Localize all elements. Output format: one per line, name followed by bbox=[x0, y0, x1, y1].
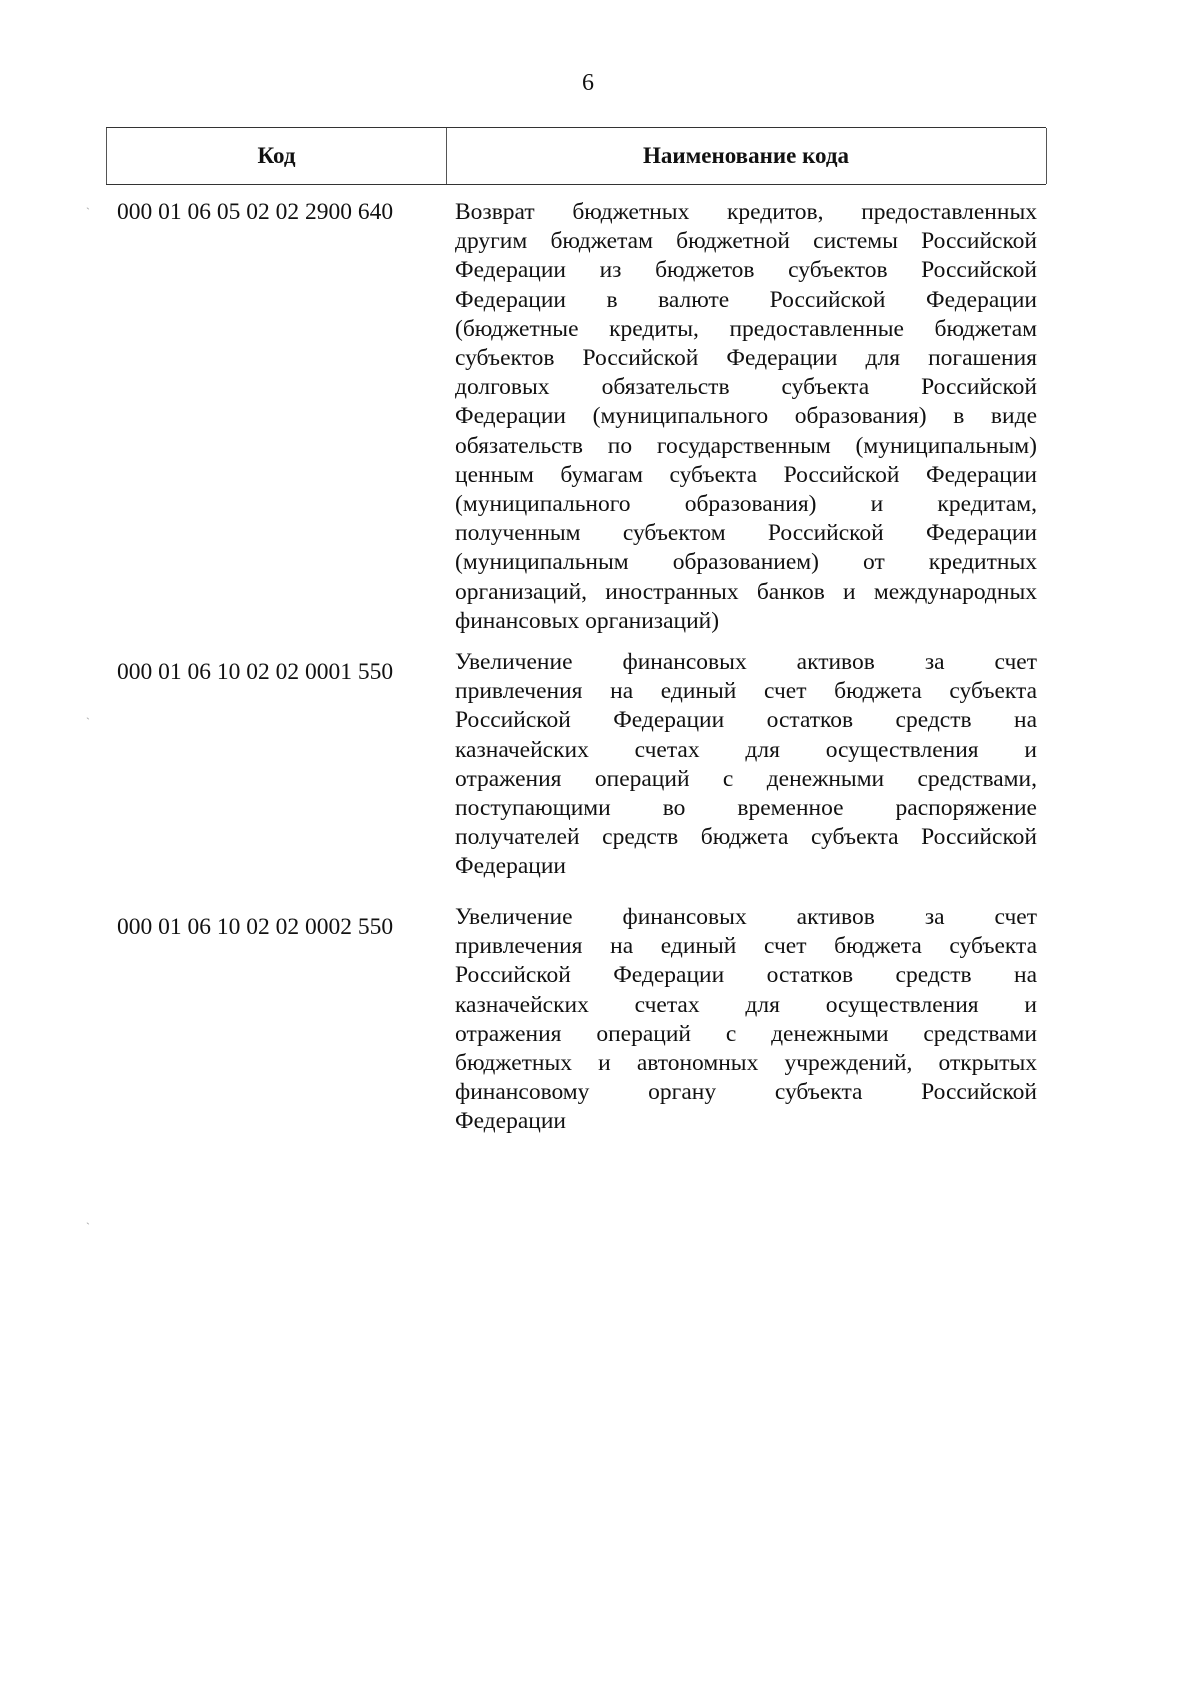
description-line: финансовых организаций) bbox=[455, 607, 720, 634]
description-line: казначейских счетах для осуществления и bbox=[455, 736, 1037, 763]
description-line: Увеличение финансовых активов за счет bbox=[455, 904, 1037, 930]
description-line: привлечения на единый счет бюджета субъекта bbox=[455, 933, 1037, 960]
header-code: Код bbox=[106, 128, 447, 184]
description-line: полученным субъектом Российской Федерации bbox=[455, 520, 1037, 547]
scan-mark: ˋ bbox=[86, 205, 90, 219]
description-line: казначейских счетах для осуществления и bbox=[455, 991, 1037, 1018]
header-name: Наименование кода bbox=[446, 128, 1047, 184]
description-line: организаций, иностранных банков и международных bbox=[455, 578, 1037, 605]
description-line: Федерации в валюте Российской Федерации bbox=[455, 286, 1037, 313]
description-line: Увеличение финансовых активов за счет bbox=[455, 649, 1037, 675]
description-line: Федерации из бюджетов субъектов Российской bbox=[455, 257, 1037, 284]
description-line: Федерации bbox=[455, 853, 566, 880]
description-line: Федерации (муниципального образования) в виде bbox=[455, 403, 1037, 430]
description-line: Российской Федерации остатков средств на bbox=[455, 707, 1037, 734]
table-header bbox=[106, 127, 1046, 185]
description-line: получателей средств бюджета субъекта Российской bbox=[455, 824, 1037, 851]
description-line: субъектов Российской Федерации для погашения bbox=[455, 345, 1037, 372]
scan-mark: ˋ bbox=[86, 715, 90, 729]
description-line: (муниципальным образованием) от кредитных bbox=[455, 549, 1037, 576]
description-cell bbox=[455, 648, 1037, 882]
description-line: Возврат бюджетных кредитов, предоставленных bbox=[455, 199, 1037, 225]
description-line: другим бюджетам бюджетной системы Российской bbox=[455, 228, 1037, 255]
description-line: финансовому органу субъекта Российской bbox=[455, 1079, 1037, 1106]
code-cell: 000 01 06 10 02 02 0001 550 bbox=[117, 659, 394, 685]
description-line: отражения операций с денежными средствами, bbox=[455, 765, 1037, 792]
description-line: поступающими во временное распоряжение bbox=[455, 795, 1037, 822]
description-line: бюджетных и автономных учреждений, открытых bbox=[455, 1050, 1037, 1077]
description-line: ценным бумагам субъекта Российской Федерации bbox=[455, 461, 1037, 488]
description-line: привлечения на единый счет бюджета субъекта bbox=[455, 678, 1037, 705]
description-line: Российской Федерации остатков средств на bbox=[455, 962, 1037, 989]
description-line: отражения операций с денежными средствами bbox=[455, 1020, 1037, 1047]
code-cell: 000 01 06 10 02 02 0002 550 bbox=[117, 914, 394, 940]
description-line: (муниципального образования) и кредитам, bbox=[455, 491, 1037, 518]
description-line: долговых обязательств субъекта Российской bbox=[455, 374, 1037, 401]
scan-mark: ˋ bbox=[86, 1220, 90, 1234]
description-cell bbox=[455, 903, 1037, 1137]
description-line: (бюджетные кредиты, предоставленные бюджетам bbox=[455, 315, 1037, 342]
code-cell: 000 01 06 05 02 02 2900 640 bbox=[117, 199, 394, 225]
page-number: 6 bbox=[582, 70, 594, 96]
description-cell bbox=[455, 198, 1037, 636]
description-line: Федерации bbox=[455, 1108, 566, 1135]
description-line: обязательств по государственным (муниципальным) bbox=[455, 432, 1037, 459]
